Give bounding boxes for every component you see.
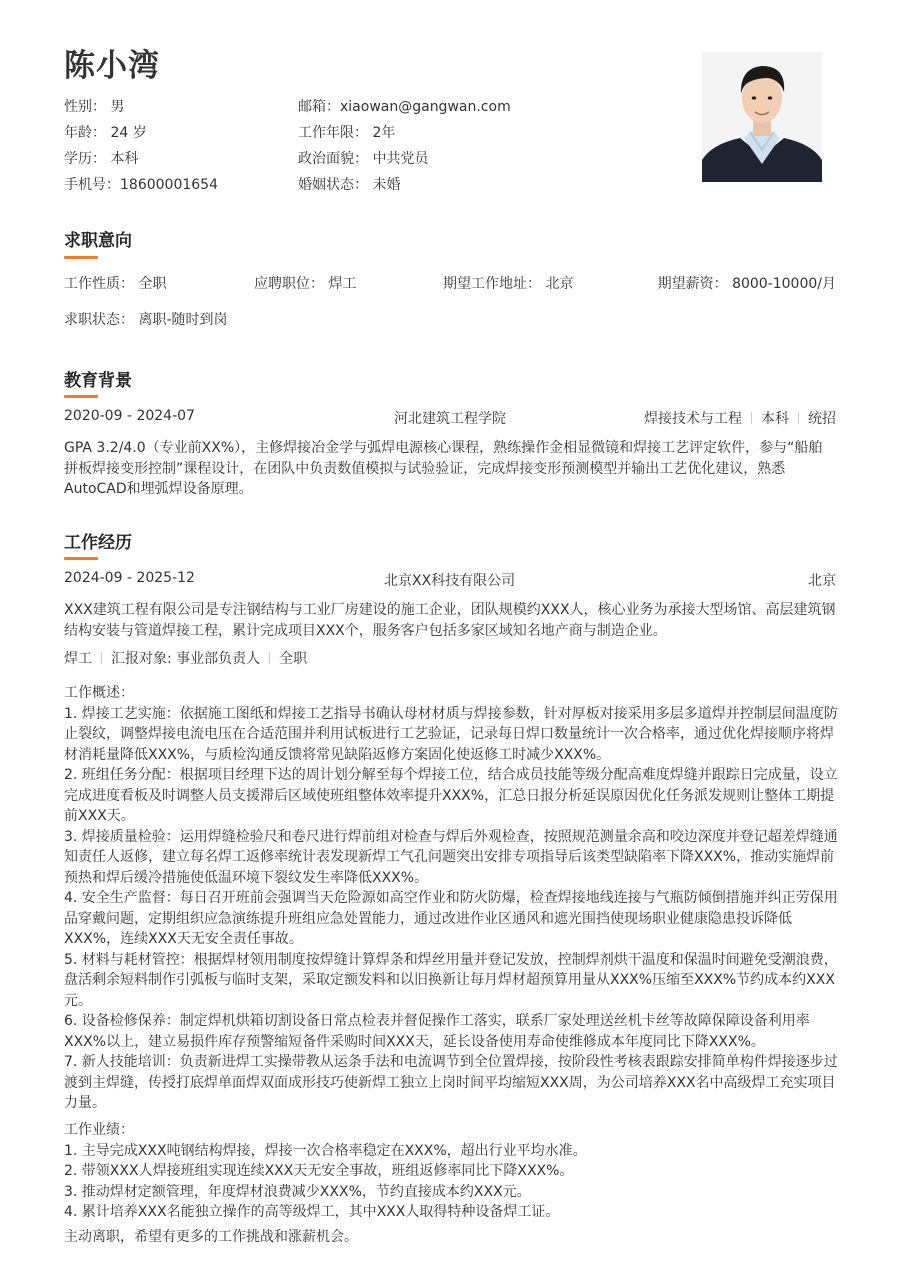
marriage-label: 婚姻状态： <box>298 177 368 193</box>
location-label: 期望工作地址： <box>443 276 541 292</box>
age-label: 年龄： <box>64 125 106 141</box>
overview-line: 盘活剩余短料制作引弧板与临时支架，采取定额发料和以旧换新让每月焊材超预算用量从XXX%压缩至XXX%节约成本约XXX <box>64 972 835 988</box>
divider <box>798 412 799 424</box>
achievement-line: 3. 推动焊材定额管理，年度焊材浪费减少XXX%，节约直接成本约XXX元。 <box>64 1183 531 1200</box>
tag-report-to: 汇报对象: 事业部负责人 <box>111 651 261 667</box>
company-name: 北京XX科技有限公司 <box>384 573 516 589</box>
work-years-value: 2年 <box>372 125 396 141</box>
job-type-label: 工作性质： <box>64 276 134 292</box>
achievement-line: 1. 主导完成XXX吨钢结构焊接，焊接一次合格率稳定在XXX%，超出行业平均水准。 <box>64 1142 587 1159</box>
age-value: 24 岁 <box>110 125 147 141</box>
overview-line: 5. 材料与耗材管控：根据焊材领用制度按焊缝计算焊条和焊丝用量并登记发放，控制焊剂烘干温度和保温时间避免受潮浪费， <box>64 951 838 968</box>
overview-line: 7. 新人技能培训：负责新进焊工实操带教从运条手法和电流调节到全位置焊接，按阶段性考核表跟踪安排简单构件焊接逐步过 <box>64 1054 838 1070</box>
education-level-value: 本科 <box>110 151 139 167</box>
job-status-value: 离职-随时到岗 <box>138 312 228 328</box>
overview-line: 渡到主焊缝，传授打底焊单面焊双面成形技巧使新焊工独立上岗时间平均缩短XXX周，为公司培养XXX名中高级焊工充实项目 <box>64 1074 836 1091</box>
salary-label: 期望薪资： <box>657 276 728 292</box>
section-title-intent: 求职意向 <box>64 231 132 251</box>
education-line: 拼板焊接变形控制”课程设计，在团队中负责数值模拟与试验验证，完成焊接变形预测模型并输出工艺优化建议，熟悉 <box>64 460 786 477</box>
email-label: 邮箱： <box>298 99 340 115</box>
degree: 本科 <box>761 411 789 427</box>
work-overview <box>64 683 836 1114</box>
work-years-label: 工作年限： <box>298 125 368 141</box>
overview-line: 3. 焊接质量检验：运用焊缝检验尺和卷尺进行焊前组对检查与焊后外观检查，按照规范测量余高和咬边深度并登记超差焊缝通 <box>64 828 838 845</box>
gender-row <box>64 96 124 116</box>
divider <box>269 652 270 664</box>
portrait-image <box>702 52 822 182</box>
company-intro-line: XXX建筑工程有限公司是专注钢结构与工业厂房建设的施工企业，团队规模约XXX人，核心业务为承接大型场馆、高层建筑钢 <box>64 602 836 618</box>
divider <box>101 652 102 664</box>
tag-role: 焊工 <box>64 651 92 667</box>
section-accent-bar <box>64 395 98 398</box>
overview-line: 元。 <box>64 992 92 1009</box>
overview-line: 4. 安全生产监督：每日召开班前会强调当天危险源如高空作业和防火防爆，检查焊接地线连接与气瓶防倾倒措施并纠正劳保用 <box>64 890 838 906</box>
phone-label: 手机号： <box>64 177 120 193</box>
phone-row <box>64 174 218 194</box>
job-type-value: 全职 <box>138 276 167 292</box>
education-line: AutoCAD和埋弧焊设备原理。 <box>64 481 253 497</box>
overview-line: XXX%以上，建立易损件库存预警缩短备件采购时间XXX天，延长设备使用寿命使维修成本年度同比下降XXX%。 <box>64 1033 765 1050</box>
leave-reason: 主动离职，希望有更多的工作挑战和涨薪机会。 <box>64 1229 358 1245</box>
work-achievements <box>64 1120 836 1223</box>
divider <box>751 412 752 424</box>
overview-line: 止裂纹，调整焊接电流电压在合适范围并利用试板进行工艺验证，记录每日焊口数量统计一次合格率，通过优化焊接顺序将焊 <box>64 726 834 742</box>
position-label: 应聘职位： <box>254 276 324 292</box>
phone-value: 18600001654 <box>120 177 218 193</box>
education-level-row <box>64 148 138 168</box>
work-tags <box>64 648 836 668</box>
work-period: 2024-09 - 2025-12 <box>64 570 195 586</box>
overview-line: 完成进度看板及时调整人员支援滞后区域使班组整体效率提升XXX%，汇总日报分析延误原因优化任务派发规则让整体工期提 <box>64 787 835 804</box>
education-description <box>64 438 836 500</box>
position-value: 焊工 <box>328 276 357 292</box>
work-years-row <box>298 122 395 142</box>
education-meta <box>644 408 836 428</box>
politics-value: 中共党员 <box>372 151 429 167</box>
intent-row-2 <box>64 309 836 329</box>
email-row <box>298 96 511 116</box>
candidate-name: 陈小湾 <box>64 48 160 84</box>
overview-line: 6. 设备检修保养：制定焊机烘箱切割设备日常点检表并督促操作工落实，联系厂家处理送丝机卡丝等故障保障设备利用率 <box>64 1013 810 1029</box>
education-period: 2020-09 - 2024-07 <box>64 408 195 424</box>
overview-line: XXX%，连续XXX天无安全责任事故。 <box>64 931 303 947</box>
gender-value: 男 <box>110 99 125 115</box>
overview-line: 知责任人返修，建立每名焊工返修率统计表发现新焊工气孔问题突出安排专项指导后该类型缺陷率下降XXX%，推动实施焊前 <box>64 849 835 865</box>
major: 焊接技术与工程 <box>644 411 742 427</box>
profile-photo <box>702 52 822 182</box>
tag-employment-type: 全职 <box>279 651 308 667</box>
overview-line: 工作概述： <box>64 685 134 701</box>
salary-field <box>658 273 836 293</box>
gender-label: 性别： <box>64 99 106 115</box>
position-field <box>254 273 356 293</box>
school-name: 河北建筑工程学院 <box>394 411 506 427</box>
job-type-field <box>64 273 166 293</box>
achievement-line: 2. 带领XXX人焊接班组实现连续XXX天无安全事故，班组返修率同比下降XXX%。 <box>64 1163 574 1179</box>
marriage-row <box>298 174 400 194</box>
education-line: GPA 3.2/4.0（专业前XX%），主修焊接冶金学与弧焊电源核心课程，熟练操作金相显微镜和焊接工艺评定软件，参与“船舶 <box>64 440 823 456</box>
job-status-label: 求职状态： <box>64 312 134 328</box>
section-title-work: 工作经历 <box>64 533 132 553</box>
age-row <box>64 122 147 142</box>
section-title-education: 教育背景 <box>64 371 132 391</box>
achievement-line: 4. 累计培养XXX名能独立操作的高等级焊工，其中XXX人取得特种设备焊工证。 <box>64 1204 560 1220</box>
overview-line: 力量。 <box>64 1095 106 1111</box>
overview-line: 2. 班组任务分配：根据项目经理下达的周计划分解至每个焊接工位，结合成员技能等级分配高难度焊缝并跟踪日完成量，设立 <box>64 767 838 783</box>
overview-line: 前XXX天。 <box>64 808 135 824</box>
overview-line: 品穿戴问题，定期组织应急演练提升班组应急处置能力，通过改进作业区通风和遮光围挡使现场职业健康隐患投诉降低 <box>64 910 792 927</box>
company-intro <box>64 600 836 641</box>
education-level-label: 学历： <box>64 151 106 167</box>
work-city: 北京 <box>808 573 836 589</box>
politics-label: 政治面貌： <box>298 151 368 167</box>
section-accent-bar <box>64 557 98 560</box>
location-value: 北京 <box>545 276 574 292</box>
company-intro-line: 结构安装与管道焊接工程，累计完成项目XXX个，服务客户包括多家区域知名地产商与制造企业。 <box>64 622 667 639</box>
marriage-value: 未婚 <box>372 177 401 193</box>
politics-row <box>298 148 428 168</box>
salary-value: 8000-10000/月 <box>732 276 836 292</box>
overview-line: 预热和焊后缓冷措施使低温环境下裂纹发生率降低XXX%。 <box>64 869 429 886</box>
study-mode: 统招 <box>808 411 836 427</box>
overview-line: 材消耗量降低XXX%，与质检沟通反馈将常见缺陷返修方案固化使返修工时减少XXX%。 <box>64 746 611 763</box>
achievement-line: 工作业绩： <box>64 1122 134 1138</box>
section-accent-bar <box>64 256 98 259</box>
location-field <box>443 273 573 293</box>
email-value: xiaowan@gangwan.com <box>340 99 511 115</box>
overview-line: 1. 焊接工艺实施：依据施工图纸和焊接工艺指导书确认母材材质与焊接参数，针对厚板对接采用多层多道焊并控制层间温度防 <box>64 705 838 722</box>
